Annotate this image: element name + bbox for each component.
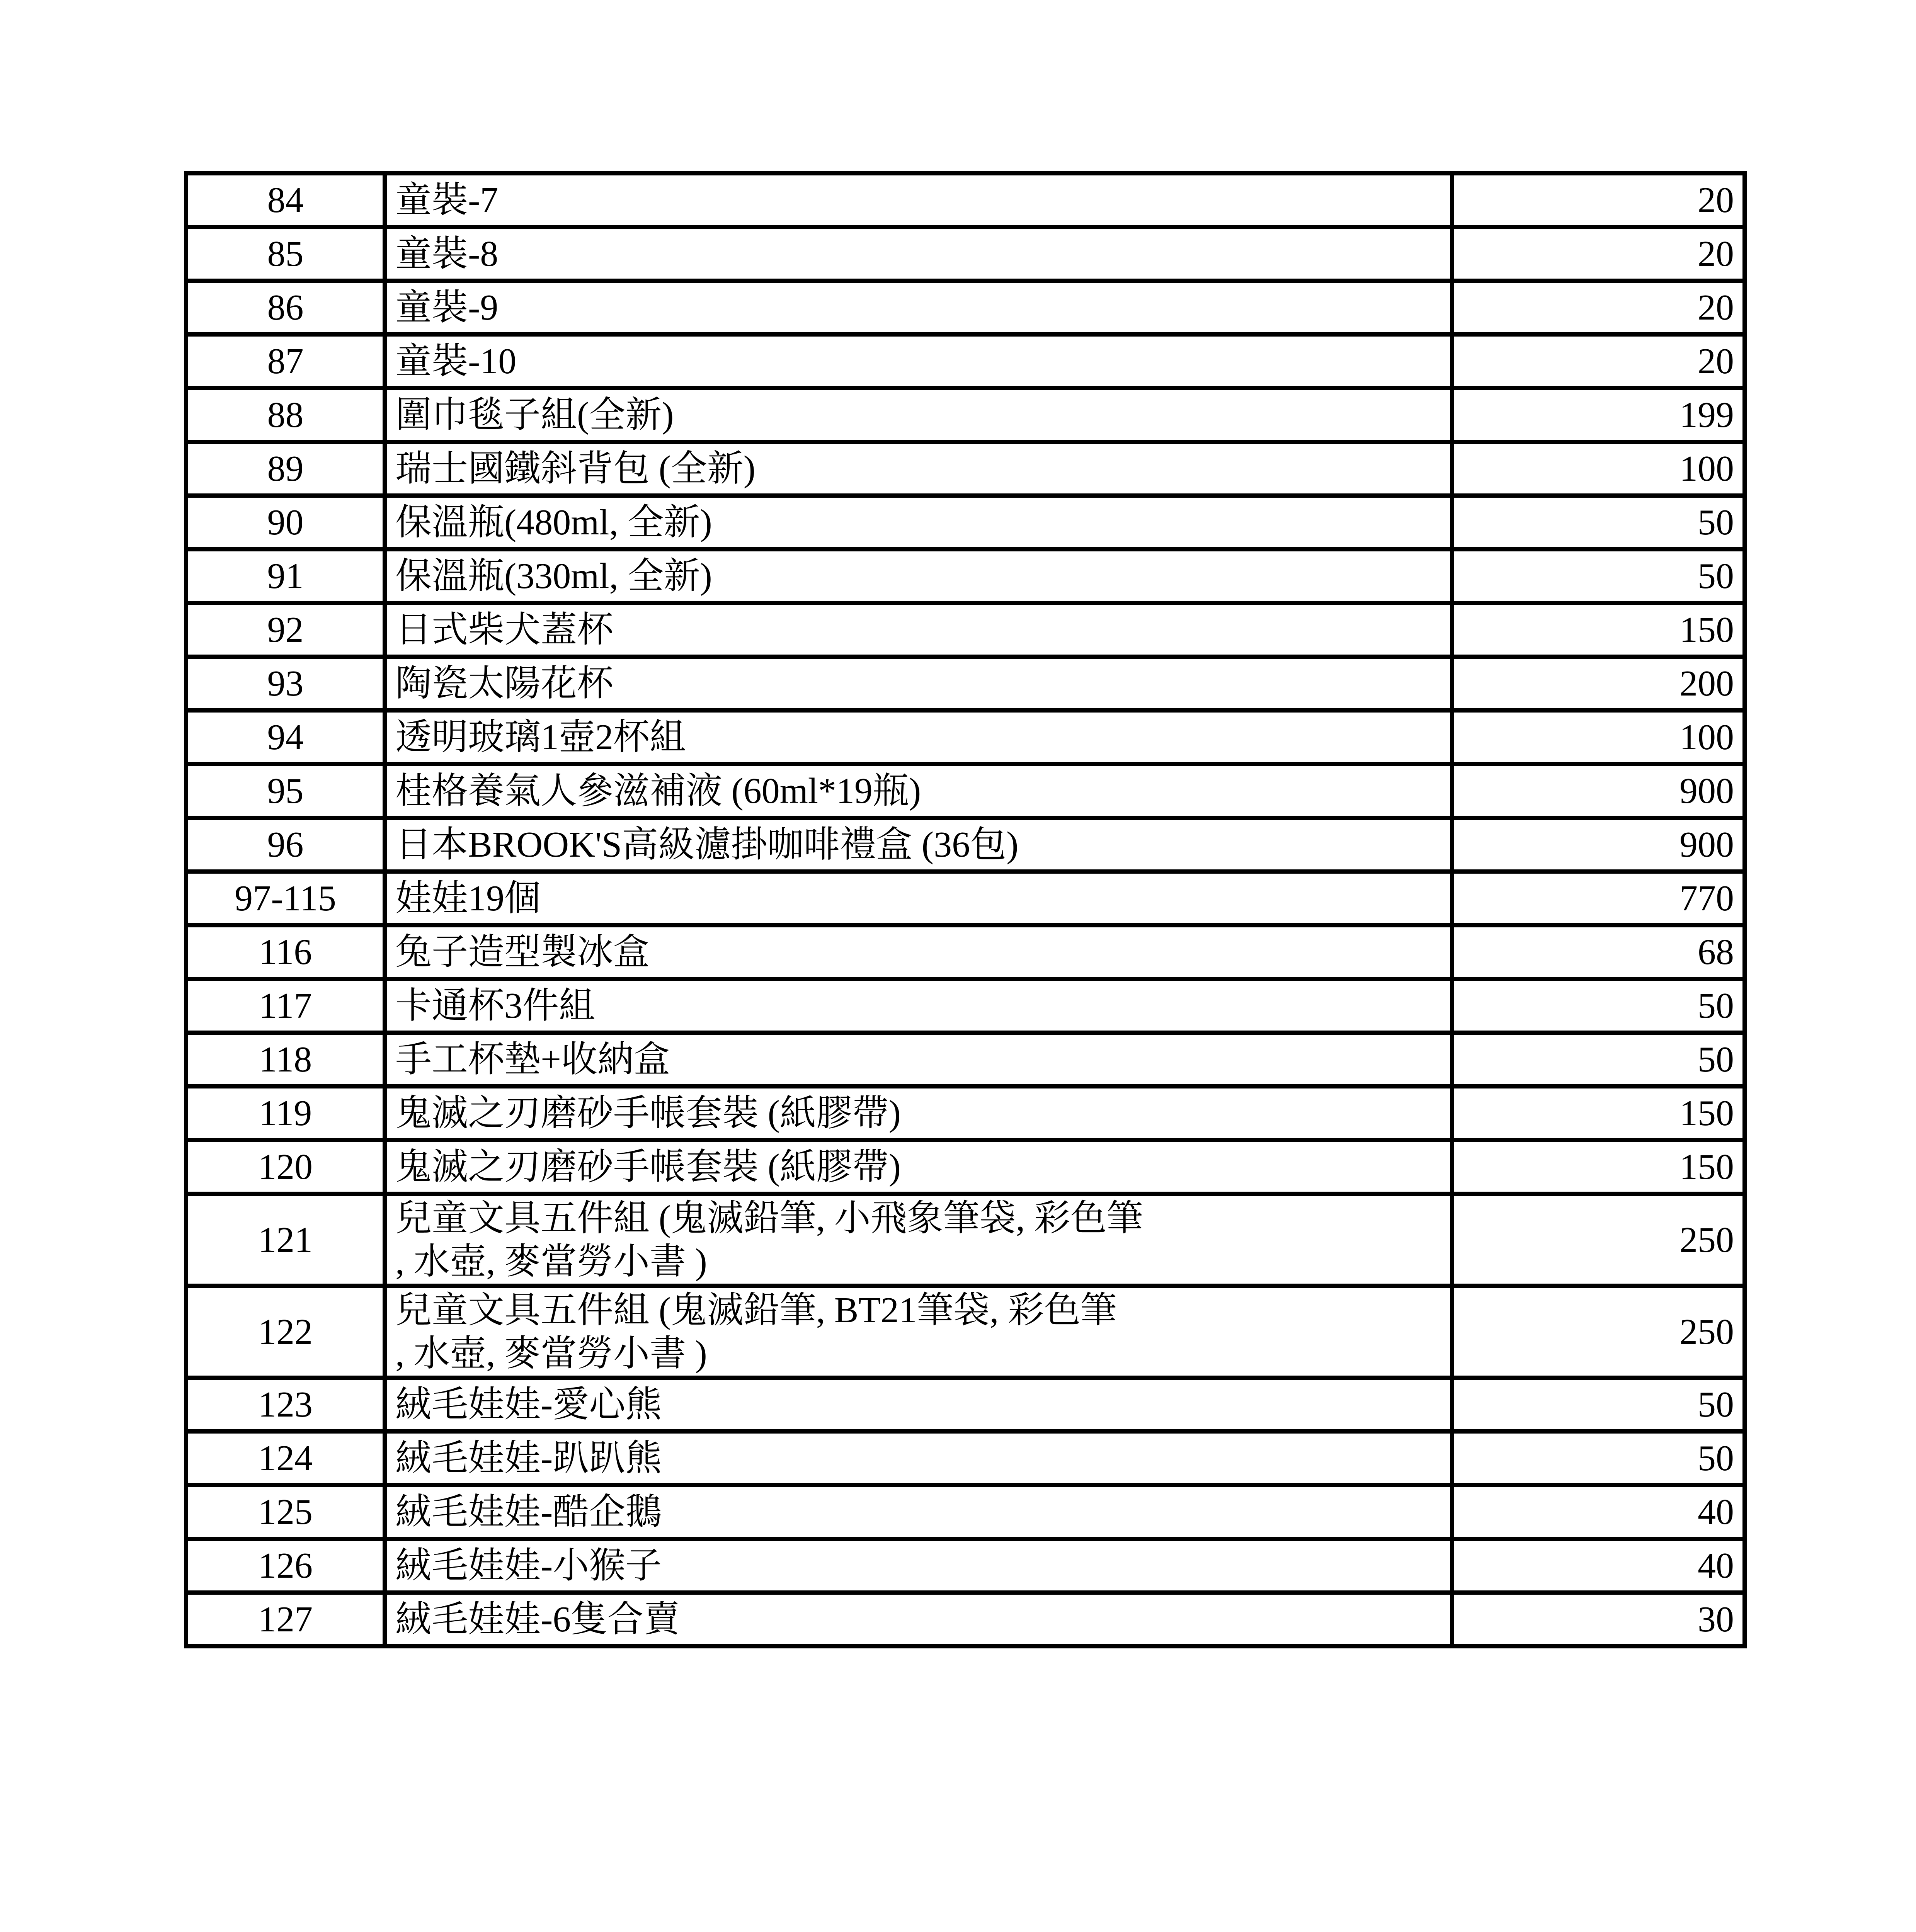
item-name-line: 童裝-9	[395, 287, 499, 328]
item-name-cell	[385, 818, 1452, 872]
table-row	[186, 1140, 1745, 1194]
item-price-cell: 50	[1452, 979, 1745, 1033]
item-name-cell	[385, 335, 1452, 388]
item-name-line: , 水壺, 麥當勞小書 )	[395, 1241, 707, 1282]
item-name-cell	[385, 657, 1452, 711]
table-row	[186, 657, 1745, 711]
item-name-line: , 水壺, 麥當勞小書 )	[395, 1333, 707, 1374]
item-price-cell: 50	[1452, 1378, 1745, 1432]
item-number-cell: 97-115	[186, 872, 385, 925]
item-name-line: 保溫瓶(330ml, 全新)	[395, 556, 712, 596]
table-row	[186, 549, 1745, 603]
item-name-line: 絨毛娃娃-趴趴熊	[395, 1438, 662, 1478]
item-name-line: 絨毛娃娃-愛心熊	[395, 1384, 662, 1425]
table-row	[186, 281, 1745, 335]
item-number-cell: 89	[186, 442, 385, 496]
item-name-line: 日式柴犬蓋杯	[395, 610, 614, 650]
item-number-cell: 85	[186, 227, 385, 281]
table-row	[186, 872, 1745, 925]
item-price-cell: 770	[1452, 872, 1745, 925]
item-name-line: 兒童文具五件組 (鬼滅鉛筆, BT21筆袋, 彩色筆	[395, 1290, 1117, 1330]
item-price-cell: 150	[1452, 1140, 1745, 1194]
item-name-cell	[385, 549, 1452, 603]
item-name-line: 保溫瓶(480ml, 全新)	[395, 502, 712, 543]
item-name-line: 日本BROOK'S高級濾掛咖啡禮盒 (36包)	[395, 825, 1019, 865]
item-number-cell: 127	[186, 1593, 385, 1646]
item-name-cell	[385, 979, 1452, 1033]
item-number-cell: 92	[186, 603, 385, 657]
item-name-line: 鬼滅之刃磨砂手帳套裝 (紙膠帶)	[395, 1093, 901, 1133]
table-row	[186, 1378, 1745, 1432]
table-row	[186, 1593, 1745, 1646]
item-price-cell: 900	[1452, 818, 1745, 872]
item-name-line: 絨毛娃娃-6隻合賣	[395, 1599, 680, 1639]
item-name-line: 兒童文具五件組 (鬼滅鉛筆, 小飛象筆袋, 彩色筆	[395, 1198, 1143, 1238]
item-price-cell: 200	[1452, 657, 1745, 711]
item-number-cell: 119	[186, 1087, 385, 1140]
item-price-cell: 100	[1452, 442, 1745, 496]
table-row	[186, 603, 1745, 657]
item-price-cell: 20	[1452, 335, 1745, 388]
item-name-cell	[385, 1432, 1452, 1485]
item-price-cell: 50	[1452, 1033, 1745, 1087]
item-price-cell: 20	[1452, 281, 1745, 335]
table-row	[186, 1485, 1745, 1539]
table-row	[186, 388, 1745, 442]
item-number-cell: 93	[186, 657, 385, 711]
table-row	[186, 1432, 1745, 1485]
item-name-cell	[385, 764, 1452, 818]
item-number-cell: 84	[186, 173, 385, 227]
item-number-cell: 120	[186, 1140, 385, 1194]
item-name-line: 娃娃19個	[395, 878, 541, 918]
item-number-cell: 95	[186, 764, 385, 818]
item-name-line: 桂格養氣人參滋補液 (60ml*19瓶)	[395, 771, 921, 811]
item-name-line: 童裝-10	[395, 341, 517, 381]
table-row	[186, 1033, 1745, 1087]
item-number-cell: 87	[186, 335, 385, 388]
item-price-cell: 20	[1452, 173, 1745, 227]
table-row	[186, 1286, 1745, 1378]
table-row	[186, 979, 1745, 1033]
table-row	[186, 496, 1745, 549]
item-number-cell: 121	[186, 1194, 385, 1286]
table-row	[186, 925, 1745, 979]
item-name-cell	[385, 1140, 1452, 1194]
item-price-cell: 250	[1452, 1194, 1745, 1286]
item-name-line: 兔子造型製冰盒	[395, 932, 650, 972]
item-price-cell: 68	[1452, 925, 1745, 979]
item-number-cell: 90	[186, 496, 385, 549]
table-row	[186, 442, 1745, 496]
item-name-cell	[385, 1485, 1452, 1539]
table-row	[186, 1087, 1745, 1140]
item-number-cell: 125	[186, 1485, 385, 1539]
item-rows	[186, 173, 1745, 1646]
item-name-line: 童裝-8	[395, 234, 499, 274]
item-price-cell: 100	[1452, 711, 1745, 764]
item-price-cell: 30	[1452, 1593, 1745, 1646]
item-list-sheet	[184, 171, 1742, 1648]
item-name-cell	[385, 1194, 1452, 1286]
table-row	[186, 764, 1745, 818]
item-name-line: 絨毛娃娃-小猴子	[395, 1546, 662, 1586]
item-name-line: 手工杯墊+收納盒	[395, 1039, 670, 1080]
table-row	[186, 1539, 1745, 1593]
item-number-cell: 91	[186, 549, 385, 603]
item-name-line: 陶瓷太陽花杯	[395, 663, 614, 704]
table-row	[186, 173, 1745, 227]
item-name-cell	[385, 925, 1452, 979]
item-name-cell	[385, 872, 1452, 925]
item-number-cell: 88	[186, 388, 385, 442]
item-name-cell	[385, 173, 1452, 227]
item-number-cell: 94	[186, 711, 385, 764]
item-price-cell: 150	[1452, 603, 1745, 657]
item-price-cell: 900	[1452, 764, 1745, 818]
item-name-line: 瑞士國鐵斜背包 (全新)	[395, 449, 756, 489]
table-row	[186, 335, 1745, 388]
item-name-line: 圍巾毯子組(全新)	[395, 395, 674, 435]
item-name-cell	[385, 1087, 1452, 1140]
item-name-cell	[385, 388, 1452, 442]
table-row	[186, 227, 1745, 281]
table-row	[186, 818, 1745, 872]
item-price-cell: 50	[1452, 1432, 1745, 1485]
item-number-cell: 96	[186, 818, 385, 872]
item-name-line: 絨毛娃娃-酷企鵝	[395, 1492, 662, 1532]
item-price-cell: 40	[1452, 1539, 1745, 1593]
item-number-cell: 126	[186, 1539, 385, 1593]
item-price-cell: 40	[1452, 1485, 1745, 1539]
table-row	[186, 1194, 1745, 1286]
item-number-cell: 118	[186, 1033, 385, 1087]
item-name-cell	[385, 1033, 1452, 1087]
item-number-cell: 123	[186, 1378, 385, 1432]
item-name-cell	[385, 496, 1452, 549]
item-name-cell	[385, 1593, 1452, 1646]
item-name-cell	[385, 711, 1452, 764]
table-row	[186, 711, 1745, 764]
item-name-line: 鬼滅之刃磨砂手帳套裝 (紙膠帶)	[395, 1147, 901, 1187]
item-name-line: 透明玻璃1壺2杯組	[395, 717, 686, 757]
item-name-cell	[385, 603, 1452, 657]
item-price-cell: 50	[1452, 549, 1745, 603]
item-number-cell: 86	[186, 281, 385, 335]
item-number-cell: 124	[186, 1432, 385, 1485]
item-number-cell: 116	[186, 925, 385, 979]
item-name-line: 卡通杯3件組	[395, 986, 596, 1026]
item-price-cell: 50	[1452, 496, 1745, 549]
item-name-cell	[385, 1539, 1452, 1593]
item-price-cell: 250	[1452, 1286, 1745, 1378]
item-name-cell	[385, 1286, 1452, 1378]
item-name-cell	[385, 1378, 1452, 1432]
item-price-table	[184, 171, 1747, 1648]
item-name-cell	[385, 442, 1452, 496]
item-name-cell	[385, 281, 1452, 335]
item-price-cell: 199	[1452, 388, 1745, 442]
item-price-cell: 150	[1452, 1087, 1745, 1140]
item-number-cell: 122	[186, 1286, 385, 1378]
item-name-line: 童裝-7	[395, 180, 499, 220]
item-number-cell: 117	[186, 979, 385, 1033]
item-name-cell	[385, 227, 1452, 281]
item-price-cell: 20	[1452, 227, 1745, 281]
